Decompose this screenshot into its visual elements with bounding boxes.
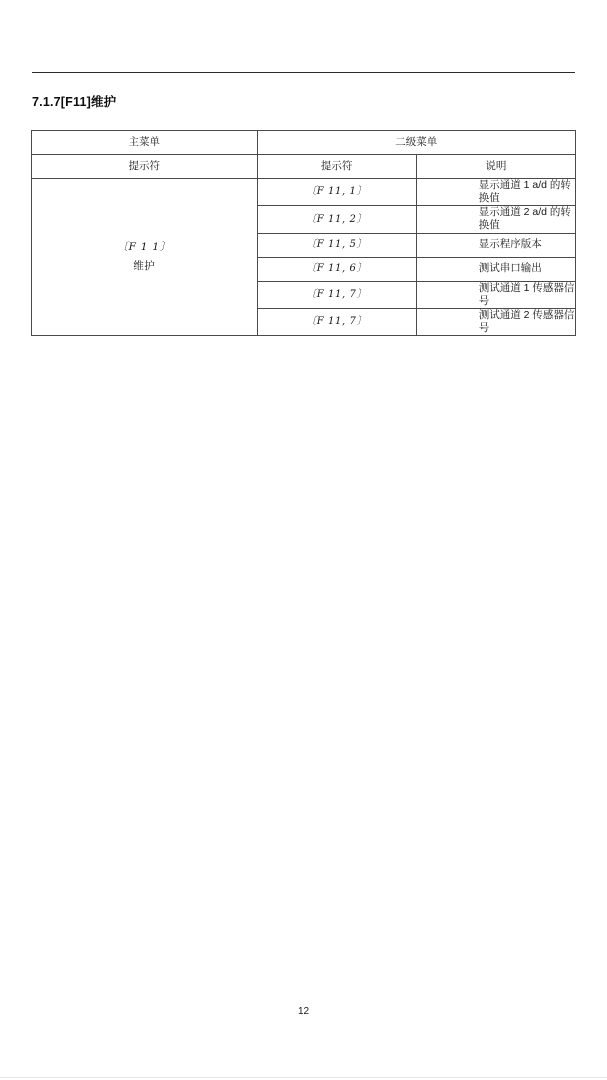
table-header-row-1 bbox=[32, 131, 576, 155]
menu-table bbox=[31, 130, 576, 336]
main-menu-cell bbox=[32, 179, 258, 336]
sub-menu-description-text: 测试通道 2 传感器信号 bbox=[478, 308, 575, 334]
sub-menu-description-text: 显示程序版本 bbox=[478, 238, 542, 251]
header-description: 说明 bbox=[416, 155, 575, 179]
sub-menu-code bbox=[257, 308, 416, 335]
sub-menu-code bbox=[257, 233, 416, 257]
header-rule bbox=[32, 72, 575, 73]
sub-menu-description bbox=[416, 179, 575, 206]
sub-menu-description-text: 显示通道 1 a/d 的转换值 bbox=[478, 179, 571, 205]
sub-menu-description-text: 显示通道 2 a/d 的转换值 bbox=[478, 206, 571, 232]
sub-menu-code bbox=[257, 179, 416, 206]
page-heading: 7.1.7[F11]维护 bbox=[32, 95, 117, 109]
table-header-row-2 bbox=[32, 155, 576, 179]
header-prompt-main: 提示符 bbox=[32, 155, 258, 179]
sub-menu-description bbox=[416, 308, 575, 335]
sub-menu-description-text: 测试通道 1 传感器信号 bbox=[478, 281, 575, 307]
sub-menu-description bbox=[416, 257, 575, 281]
table-row bbox=[32, 179, 576, 206]
main-menu-label: 维护 bbox=[133, 260, 156, 272]
sub-menu-code-text: 〔F 11, 2〕 bbox=[306, 213, 368, 225]
sub-menu-description-text: 测试串口输出 bbox=[478, 262, 542, 275]
header-sub-menu: 二级菜单 bbox=[257, 131, 576, 155]
sub-menu-description bbox=[416, 281, 575, 308]
sub-menu-code-text: 〔F 11, 6〕 bbox=[306, 263, 368, 275]
header-prompt-sub: 提示符 bbox=[257, 155, 416, 179]
sub-menu-code-text: 〔F 11, 7〕 bbox=[306, 316, 368, 328]
sub-menu-code-text: 〔F 11, 7〕 bbox=[306, 288, 368, 300]
sub-menu-description bbox=[416, 206, 575, 233]
sub-menu-code bbox=[257, 206, 416, 233]
footer-rule bbox=[0, 1077, 607, 1078]
header-main-menu: 主菜单 bbox=[32, 131, 258, 155]
main-menu-code: 〔F 1 1〕 bbox=[117, 240, 172, 253]
page-number: 12 bbox=[297, 1006, 310, 1017]
menu-table-container bbox=[31, 130, 576, 336]
sub-menu-code-text: 〔F 11, 5〕 bbox=[306, 239, 368, 251]
sub-menu-code bbox=[257, 257, 416, 281]
sub-menu-code-text: 〔F 11, 1〕 bbox=[306, 186, 368, 198]
sub-menu-description bbox=[416, 233, 575, 257]
sub-menu-code bbox=[257, 281, 416, 308]
